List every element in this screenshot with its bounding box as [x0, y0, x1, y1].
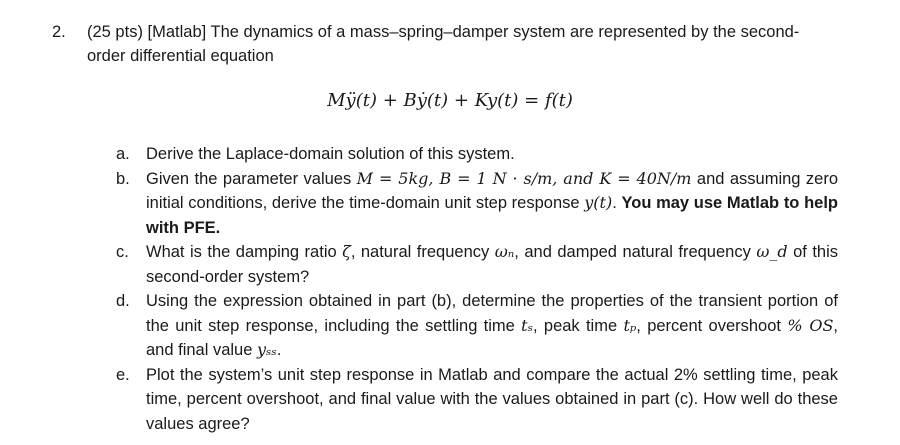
part-d-text-b: , peak time — [533, 316, 624, 335]
part-label: e. — [116, 365, 130, 384]
part-text — [146, 167, 838, 241]
part-d-text-e: . — [276, 341, 282, 359]
part-b — [116, 167, 838, 241]
part-c-text-c: , and damped natural frequency — [514, 243, 757, 261]
peak-time-symbol: tₚ — [623, 315, 637, 335]
part-d-text-d: , and final value — [146, 316, 838, 359]
part-b-text-mid: and assuming zero initial conditions, derive the time-domain unit step response — [146, 169, 838, 212]
part-c-text-d: of this second-order system? — [146, 243, 839, 286]
final-value-symbol: yₛₛ — [257, 340, 277, 359]
question-number: 2. — [52, 23, 66, 41]
damping-ratio-symbol: ζ — [342, 242, 351, 261]
part-d-text-a: Using the expression obtained in part (b), determine the properties of the transient portion of the unit step response, including the settling time — [146, 292, 838, 335]
part-label: d. — [116, 292, 130, 310]
matlab-hint: You may use Matlab to help with PFE. — [146, 194, 838, 237]
part-text: Derive the Laplace-domain solution of this system. — [146, 145, 515, 163]
part-b-text-pre: Given the parameter values — [146, 169, 357, 188]
part-label: a. — [116, 145, 130, 163]
part-c — [116, 240, 838, 289]
natural-frequency-symbol: ωₙ — [494, 242, 515, 261]
part-text — [146, 240, 838, 289]
question-intro — [87, 20, 857, 68]
damped-frequency-symbol: ω_d — [756, 242, 788, 261]
part-text: Plot the system’s unit step response in Matlab and compare the actual 2% settling time, peak time, percent overshoot, and final value with the values obtained in part (c). How well do these values agree? — [146, 365, 838, 433]
question-intro-line2: order differential equation — [87, 47, 274, 65]
part-c-text-a: What is the damping ratio — [146, 243, 343, 261]
part-e — [116, 363, 838, 437]
parameter-values: M = 5kg, B = 1 N · s/m, and K = 40N/m — [356, 168, 692, 188]
part-d — [116, 289, 838, 363]
part-b-text-post: . — [612, 194, 622, 212]
part-label: b. — [116, 169, 130, 188]
step-response-symbol: y(t) — [584, 193, 613, 212]
question-intro-line1: (25 pts) [Matlab] The dynamics of a mass–spring–damper system are represented by the second- — [87, 23, 800, 41]
part-a — [116, 142, 838, 167]
question-parts — [116, 142, 838, 436]
part-c-text-b: , natural frequency — [350, 243, 495, 261]
settling-time-symbol: tₛ — [521, 315, 533, 335]
overshoot-symbol: % OS — [787, 315, 834, 335]
part-label: c. — [116, 243, 129, 261]
part-d-text-c: , percent overshoot — [636, 316, 788, 335]
part-text — [146, 289, 838, 363]
differential-equation: Mÿ(t) + Bẏ(t) + Ky(t) = f(t) — [327, 90, 573, 111]
